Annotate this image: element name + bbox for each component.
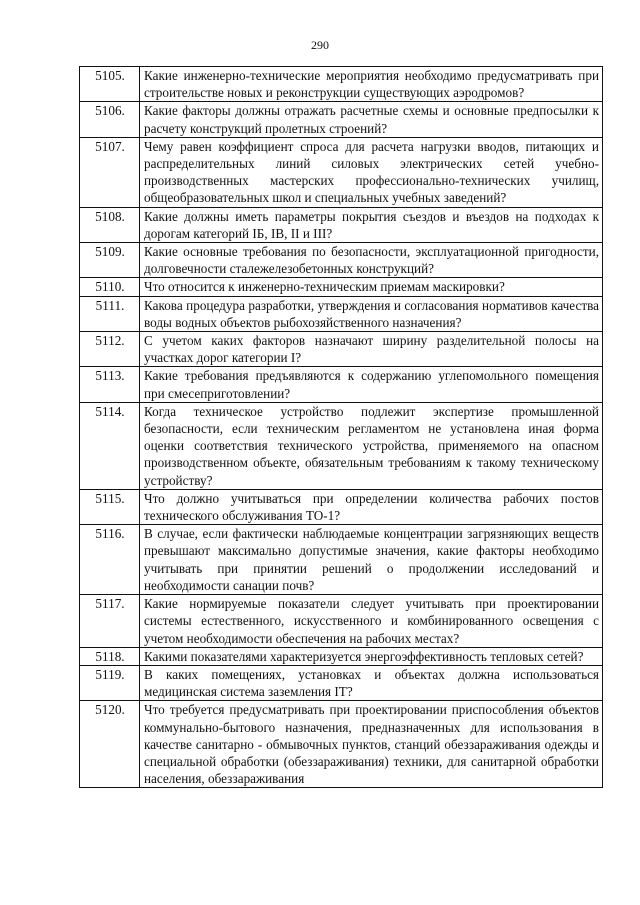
- question-text: В случае, если фактически наблюдаемые концентрации загрязняющих веществ превышают максимально допустимые значения, какие факторы необходимо учитывать при принятии решений о продолжении исследований и необходимости санации почв?: [140, 525, 603, 595]
- question-text: Какие требования предъявляются к содержанию углепомольного помещения при смесеприготовлении?: [140, 367, 603, 402]
- question-text: Какие инженерно-технические мероприятия необходимо предусматривать при строительстве новых и реконструкции существующих аэродромов?: [140, 67, 603, 102]
- question-row: [80, 647, 603, 665]
- question-number: 5113.: [80, 367, 140, 402]
- question-text: Что относится к инженерно-техническим приемам маскировки?: [140, 278, 603, 296]
- question-text: Какие факторы должны отражать расчетные схемы и основные предпосылки к расчету конструкций пролетных строений?: [140, 102, 603, 137]
- question-number: 5116.: [80, 525, 140, 595]
- question-number: 5119.: [80, 665, 140, 700]
- question-row: [80, 296, 603, 331]
- question-row: [80, 137, 603, 207]
- question-text: С учетом каких факторов назначают ширину разделительной полосы на участках дорог категории I?: [140, 332, 603, 367]
- question-text: Чему равен коэффициент спроса для расчета нагрузки вводов, питающих и распределительных линий силовых электрических сетей учебно-производственных мастерских профессионально-технических училищ, общеобразовательных школ и специальных учебных заведений?: [140, 137, 603, 207]
- question-row: [80, 332, 603, 367]
- question-number: 5105.: [80, 67, 140, 102]
- question-text: Какие нормируемые показатели следует учитывать при проектировании системы естественного, искусственного и комбинированного освещения с учетом необходимости обеспечения на рабочих местах?: [140, 595, 603, 648]
- question-text: Что требуется предусматривать при проектировании приспособления объектов коммунально-бытового назначения, предназначенных для использования в качестве санитарно - обмывочных пунктов, станций обеззараживания одежды и специальной обработки (обеззараживания) техники, для санитарной обработки населения, обеззараживания: [140, 701, 603, 788]
- question-text: Когда техническое устройство подлежит экспертизе промышленной безопасности, если техническим регламентом не установлена иная форма оценки соответствия технического устройства, применяемого на опасном производственном объекте, обязательным требованиям к такому техническому устройству?: [140, 402, 603, 489]
- question-row: [80, 67, 603, 102]
- question-number: 5109.: [80, 243, 140, 278]
- question-row: [80, 665, 603, 700]
- question-number: 5106.: [80, 102, 140, 137]
- question-text: Какова процедура разработки, утверждения и согласования нормативов качества воды водных объектов рыбохозяйственного назначения?: [140, 296, 603, 331]
- page-number: 290: [311, 38, 329, 52]
- question-row: [80, 489, 603, 524]
- question-text: Какими показателями характеризуется энергоэффективность тепловых сетей?: [140, 647, 603, 665]
- question-row: [80, 402, 603, 489]
- questions-table: [79, 66, 603, 788]
- question-row: [80, 207, 603, 242]
- question-row: [80, 595, 603, 648]
- question-number: 5110.: [80, 278, 140, 296]
- question-number: 5111.: [80, 296, 140, 331]
- question-number: 5118.: [80, 647, 140, 665]
- question-number: 5114.: [80, 402, 140, 489]
- question-row: [80, 367, 603, 402]
- question-number: 5107.: [80, 137, 140, 207]
- question-text: Что должно учитываться при определении количества рабочих постов технического обслуживания ТО-1?: [140, 489, 603, 524]
- question-row: [80, 525, 603, 595]
- question-row: [80, 278, 603, 296]
- question-number: 5112.: [80, 332, 140, 367]
- question-row: [80, 243, 603, 278]
- questions-table-body: [80, 67, 603, 788]
- question-text: Какие должны иметь параметры покрытия съездов и въездов на подходах к дорогам категорий IБ, IВ, II и III?: [140, 207, 603, 242]
- question-text: В каких помещениях, установках и объектах должна использоваться медицинская система заземления IT?: [140, 665, 603, 700]
- question-number: 5108.: [80, 207, 140, 242]
- question-row: [80, 102, 603, 137]
- question-number: 5115.: [80, 489, 140, 524]
- question-row: [80, 701, 603, 788]
- question-number: 5120.: [80, 701, 140, 788]
- question-number: 5117.: [80, 595, 140, 648]
- question-text: Какие основные требования по безопасности, эксплуатационной пригодности, долговечности сталежелезобетонных конструкций?: [140, 243, 603, 278]
